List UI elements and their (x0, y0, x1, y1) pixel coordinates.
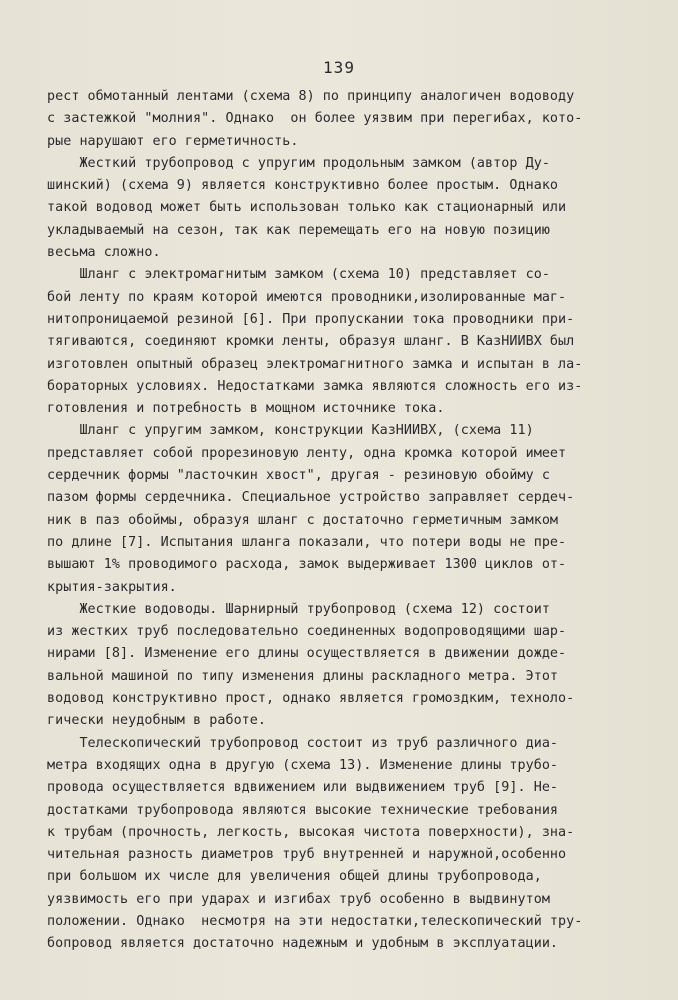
text-line: бопровод является достаточно надежным и удобным в эксплуатации. (47, 936, 559, 952)
text-line: представляет собой прорезиновую ленту, одна кромка которой имеет (47, 445, 567, 461)
text-line: провода осуществляется вдвижением или выдвижением труб [9]. Не- (47, 780, 559, 796)
text-line: изготовлен опытный образец электромагнитного замка и испытан в ла- (47, 356, 583, 372)
text-line: вальной машиной по типу изменения длины раскладного метра. Этот (47, 668, 559, 684)
text-line: готовления и потребность в мощном источнике тока. (47, 401, 445, 417)
text-line: шинский) (схема 9) является конструктивно более простым. Однако (47, 178, 559, 194)
text-line: по длине [7]. Испытания шланга показали, что потери воды не пре- (47, 534, 567, 550)
text-line: ник в паз обоймы, образуя шланг с достаточно герметичным замком (47, 512, 559, 528)
text-line: рые нарушают его герметичность. (47, 133, 299, 149)
text-line: сердечник формы "ласточкин хвост", другая - резиновую обойму с (47, 468, 550, 484)
text-line: вышают 1% проводимого расхода, замок выдерживает 1300 циклов от- (47, 557, 567, 573)
page-number: 139 (323, 58, 355, 77)
text-line: чительная разность диаметров труб внутренней и наружной,особенно (47, 847, 567, 863)
text-line: Телескопический трубопровод состоит из труб различного диа- (47, 735, 559, 751)
text-line: Жесткий трубопровод с упругим продольным замком (автор Ду- (47, 155, 550, 171)
text-line: весьма сложно. (47, 245, 161, 261)
text-line: пазом формы сердечника. Специальное устройство заправляет сердеч- (47, 490, 575, 506)
text-line: с застежкой "молния". Однако он более уязвим при перегибах, кото- (47, 111, 583, 127)
text-line: тягиваются, соединяют кромки ленты, образуя шланг. В КазНИИВХ был (47, 334, 575, 350)
text-line: метра входящих одна в другую (схема 13). Изменение длины трубо- (47, 757, 559, 773)
text-line: к трубам (прочность, легкость, высокая чистота поверхности), зна- (47, 824, 575, 840)
body-text (47, 86, 647, 956)
text-line: нитопроницаемой резиной [6]. При пропускании тока проводники при- (47, 311, 575, 327)
text-line: бой ленту по краям которой имеются проводники,изолированные маг- (47, 289, 567, 305)
text-line: укладываемый на сезон, так как перемещать его на новую позицию (47, 222, 550, 238)
text-line: гически неудобным в работе. (47, 713, 267, 729)
text-line: при большом их числе для увеличения общей длины трубопровода, (47, 869, 542, 885)
text-line: нирами [8]. Изменение его длины осуществляется в движении дожде- (47, 646, 567, 662)
text-line: положении. Однако несмотря на эти недостатки,телескопический тру- (47, 913, 583, 929)
text-line: крытия-закрытия. (47, 579, 177, 595)
text-line: из жестких труб последовательно соединенных водопроводящими шар- (47, 624, 567, 640)
text-line: уязвимость его при ударах и изгибах труб особенно в выдвинутом (47, 891, 550, 907)
text-line: бораторных условиях. Недостатками замка являются сложность его из- (47, 378, 583, 394)
text-line: Жесткие водоводы. Шарнирный трубопровод (схема 12) состоит (47, 601, 550, 617)
text-line: рест обмотанный лентами (схема 8) по принципу аналогичен водоводу (47, 89, 575, 104)
text-line: Шланг с электромагнитым замком (схема 10) представляет со- (47, 267, 550, 283)
text-line: Шланг с упругим замком, конструкции КазНИИВХ, (схема 11) (47, 423, 534, 439)
text-line: такой водовод может быть использован только как стационарный или (47, 200, 567, 216)
text-line: водовод конструктивно прост, однако является громоздким, техноло- (47, 691, 575, 707)
text-line: достатками трубопровода являются высокие технические требования (47, 802, 559, 818)
